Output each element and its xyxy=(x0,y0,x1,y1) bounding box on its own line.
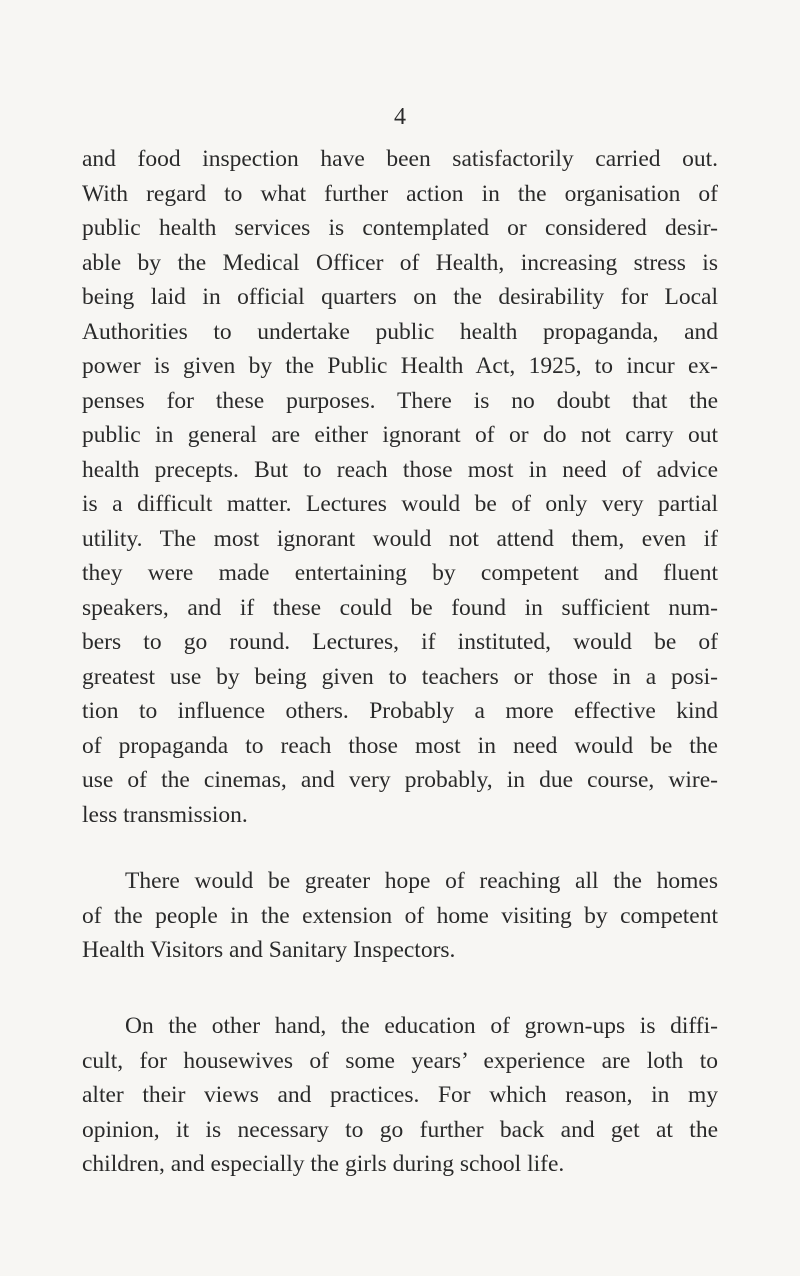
text-line: On the other hand, the education of grown-ups is diffi- xyxy=(125,1013,718,1039)
paragraph-3 xyxy=(82,1009,718,1182)
text-line: health precepts. But to reach those most in need of advice xyxy=(82,456,718,483)
text-line: With regard to what further action in the organisation of xyxy=(82,180,718,207)
text-line: greatest use by being given to teachers or those in a posi- xyxy=(82,663,718,690)
text-line: power is given by the Public Health Act, 1925, to incur ex- xyxy=(82,353,718,379)
text-line: and food inspection have been satisfactorily carried out. xyxy=(82,146,718,172)
text-line: children, and especially the girls during school life. xyxy=(82,1151,565,1177)
text-line: being laid in official quarters on the desirability for Local xyxy=(82,284,718,310)
paragraph-2 xyxy=(82,864,718,968)
text-line: is a difficult matter. Lectures would be of only very partial xyxy=(82,491,718,517)
text-line: cult, for housewives of some years’ experience are loth to xyxy=(82,1047,718,1074)
text-line: penses for these purposes. There is no doubt that the xyxy=(82,387,718,414)
text-line: opinion, it is necessary to go further back and get at the xyxy=(82,1116,718,1143)
text-line: less transmission. xyxy=(82,801,248,828)
text-line: Authorities to undertake public health propaganda, and xyxy=(82,318,718,345)
text-line: bers to go round. Lectures, if instituted, would be of xyxy=(82,629,718,655)
text-line: they were made entertaining by competent and fluent xyxy=(82,560,718,586)
text-line: public health services is contemplated or considered desir- xyxy=(82,215,718,241)
page-number: 4 xyxy=(394,104,406,130)
text-line: use of the cinemas, and very probably, in due course, wire- xyxy=(82,767,718,793)
text-line: utility. The most ignorant would not attend them, even if xyxy=(82,525,718,552)
text-line: of propaganda to reach those most in need would be the xyxy=(82,732,718,759)
text-line: alter their views and practices. For which reason, in my xyxy=(82,1082,718,1108)
paragraph-1 xyxy=(82,142,718,832)
text-line: able by the Medical Officer of Health, increasing stress is xyxy=(82,249,718,276)
text-line: tion to influence others. Probably a more effective kind xyxy=(82,698,718,724)
text-line: public in general are either ignorant of or do not carry out xyxy=(82,422,718,448)
text-line: of the people in the extension of home visiting by competent xyxy=(82,902,718,929)
text-line: Health Visitors and Sanitary Inspectors. xyxy=(82,937,456,963)
text-line: There would be greater hope of reaching all the homes xyxy=(125,868,718,894)
text-line: speakers, and if these could be found in sufficient num- xyxy=(82,594,718,621)
